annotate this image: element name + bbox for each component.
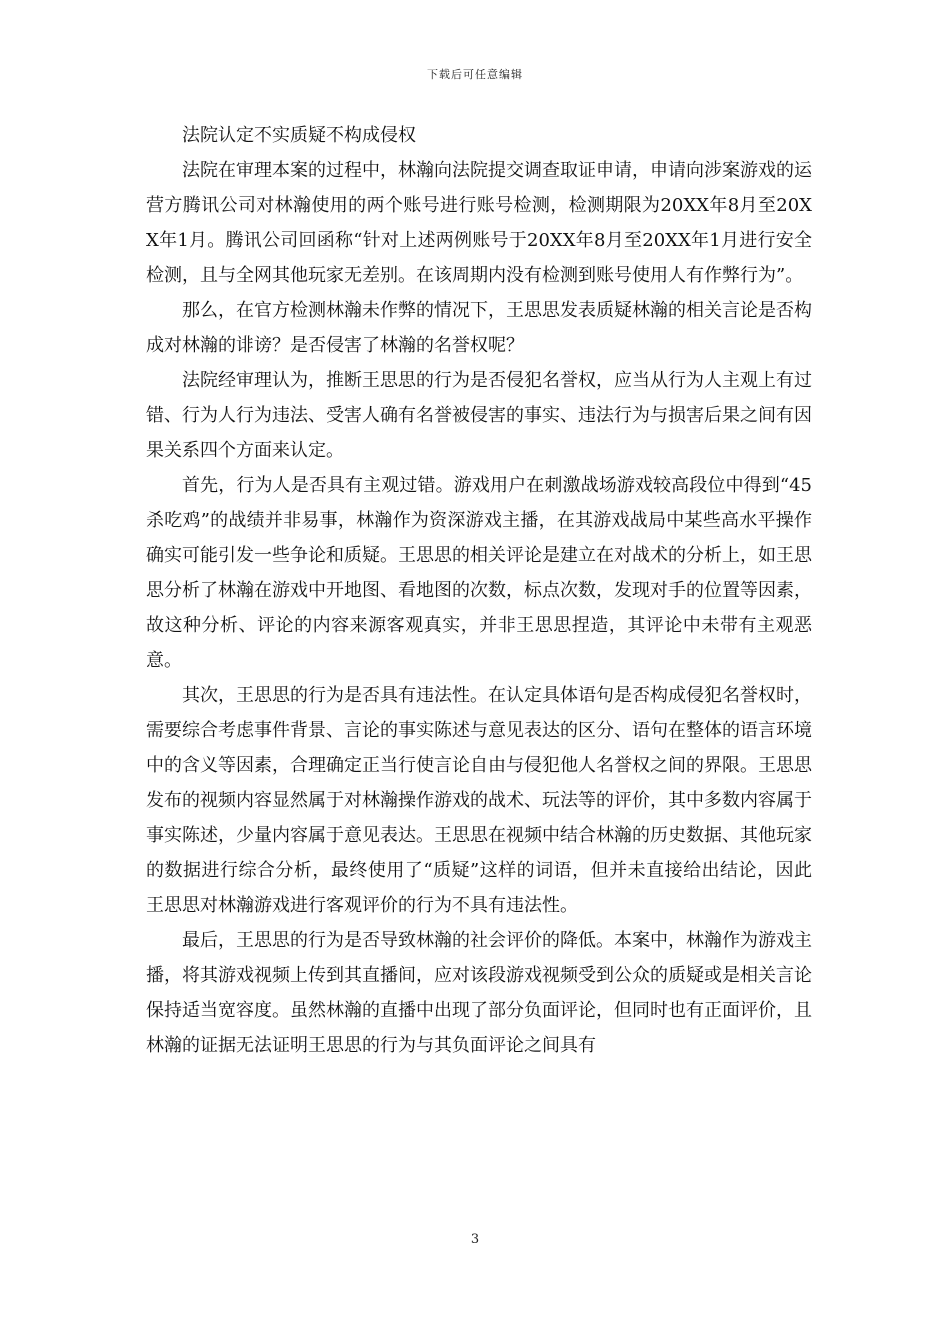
paragraph-1: 法院在审理本案的过程中，林瀚向法院提交调查取证申请，申请向涉案游戏的运营方腾讯公司对林瀚使用的两个账号进行账号检测，检测期限为20XX年8月至20XX年1月。腾讯公司回函称“针对上述两例账号于20XX年8月至20XX年1月进行安全检测，且与全网其他玩家无差别。在该周期内没有检测到账号使用人有作弊行为”。 (146, 160, 812, 286)
document-body (146, 118, 812, 1063)
page-number: 3 (470, 1232, 480, 1247)
section-heading: 法院认定不实质疑不构成侵权 (182, 125, 416, 146)
page-header: 下载后可任意编辑 (427, 68, 523, 81)
paragraph-6: 最后，王思思的行为是否导致林瀚的社会评价的降低。本案中，林瀚作为游戏主播，将其游戏视频上传到其直播间，应对该段游戏视频受到公众的质疑或是相关言论保持适当宽容度。虽然林瀚的直播中出现了部分负面评论，但同时也有正面评价，且林瀚的证据无法证明王思思的行为与其负面评论之间具有 (146, 930, 812, 1056)
paragraph-5: 其次，王思思的行为是否具有违法性。在认定具体语句是否构成侵犯名誉权时，需要综合考虑事件背景、言论的事实陈述与意见表达的区分、语句在整体的语言环境中的含义等因素，合理确定正当行使言论自由与侵犯他人名誉权之间的界限。王思思发布的视频内容显然属于对林瀚操作游戏的战术、玩法等的评价，其中多数内容属于事实陈述，少量内容属于意见表达。王思思在视频中结合林瀚的历史数据、其他玩家的数据进行综合分析，最终使用了“质疑”这样的词语，但并未直接给出结论，因此王思思对林瀚游戏进行客观评价的行为不具有违法性。 (146, 685, 812, 916)
paragraph-2: 那么，在官方检测林瀚未作弊的情况下，王思思发表质疑林瀚的相关言论是否构成对林瀚的诽谤？是否侵害了林瀚的名誉权呢？ (146, 300, 812, 356)
paragraph-3: 法院经审理认为，推断王思思的行为是否侵犯名誉权，应当从行为人主观上有过错、行为人行为违法、受害人确有名誉被侵害的事实、违法行为与损害后果之间有因果关系四个方面来认定。 (146, 370, 812, 461)
paragraph-4: 首先，行为人是否具有主观过错。游戏用户在刺激战场游戏较高段位中得到“45杀吃鸡”的战绩并非易事，林瀚作为资深游戏主播，在其游戏战局中某些高水平操作确实可能引发一些争论和质疑。王思思的相关评论是建立在对战术的分析上，如王思思分析了林瀚在游戏中开地图、看地图的次数，标点次数，发现对手的位置等因素，故这种分析、评论的内容来源客观真实，并非王思思捏造，其评论中未带有主观恶意。 (146, 475, 812, 671)
